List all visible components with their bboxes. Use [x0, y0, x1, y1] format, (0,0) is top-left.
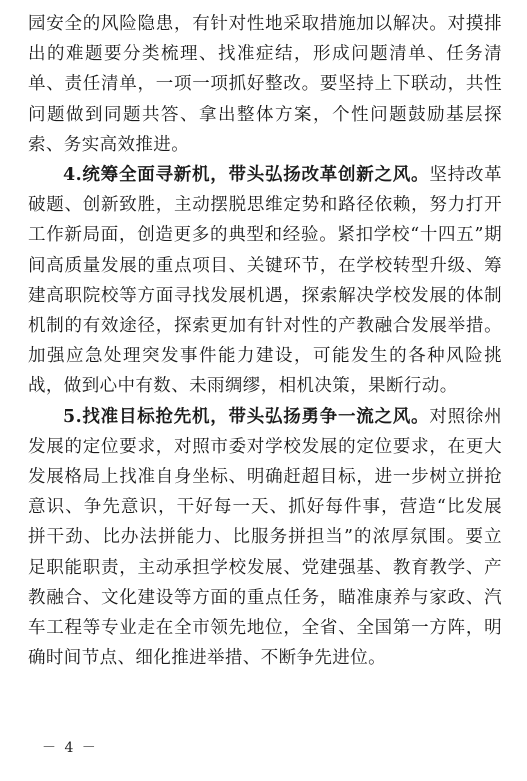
paragraph-heading: 4.统筹全面寻新机，带头弘扬改革创新之风。 [63, 165, 430, 186]
paragraph-text: 对照徐州发展的定位要求，对照市委对学校发展的定位要求，在更大发展格局上找准自身坐标、明确赶超目标，进一步树立拼抢意识、争先意识，干好每一天、抓好每件事，营造“比发展拼干劲、比办法拼能力、比服务拼担当”的浓厚氛围。要立足职能职责，主动承担学校发展、党建强基、教育教学、产教融合、文化建设等方面的重点任务，瞄准康养与家政、汽车工程等专业走在全市领先地位，全省、全国第一方阵，明确时间节点、细化推进举措、不断争先进位。 [28, 406, 502, 669]
paragraph-text: 园安全的风险隐患，有针对性地采取措施加以解决。对摸排出的难题要分类梳理、找准症结，形成问题清单、任务清单、责任清单，一项一项抓好整改。要坚持上下联动，共性问题做到同题共答、拿出整体方案，个性问题鼓励基层探索、务实高效推进。 [28, 14, 502, 155]
paragraph-text: 坚持改革破题、创新致胜，主动摆脱思维定势和路径依赖，努力打开工作新局面，创造更多的典型和经验。紧扣学校“十四五”期间高质量发展的重点项目、关键环节，在学校转型升级、筹建高职院校等方面寻找发展机遇，探索解决学校发展的体制机制的有效途径，探索更加有针对性的产教融合发展举措。加强应急处理突发事件能力建设，可能发生的各种风险挑战，做到心中有数、未雨绸缪，相机决策，果断行动。 [28, 165, 502, 397]
paragraph-heading: 5.找准目标抢先机，带头弘扬勇争一流之风。 [63, 406, 430, 427]
paragraph-continued [28, 9, 502, 160]
paragraph-strive-first-class [28, 402, 502, 674]
page-number: － 4 － [42, 740, 98, 756]
document-body [28, 9, 502, 673]
paragraph-reform-innovation [28, 160, 502, 402]
